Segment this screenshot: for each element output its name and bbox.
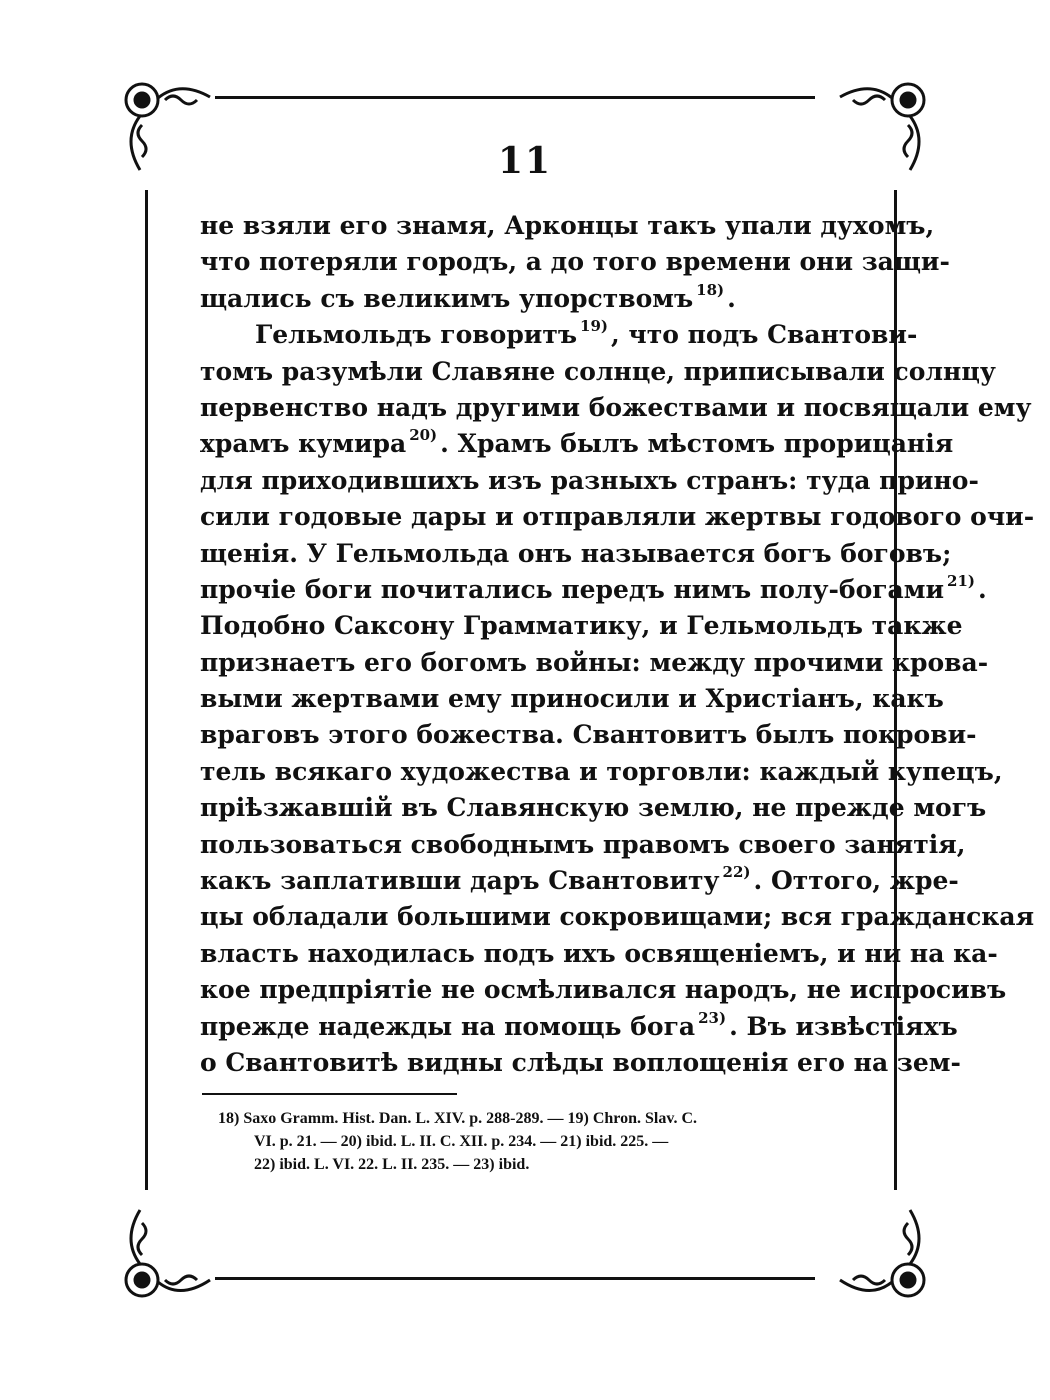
footnote-ref: 22) xyxy=(722,863,751,882)
body-text xyxy=(200,208,1035,1081)
text-line: тель всякаго художества и торговли: каждый купецъ, xyxy=(200,756,1003,786)
footnote-separator xyxy=(202,1093,457,1095)
frame-top-rule xyxy=(215,96,815,99)
corner-ornament-bottom-left xyxy=(110,1200,220,1310)
corner-ornament-bottom-right xyxy=(830,1200,940,1310)
text-line: Гельмольдъ говоритъ $^{19)}$ , что подъ Свантови- xyxy=(255,317,918,350)
text-line: для приходившихъ изъ разныхъ странъ: туда прино- xyxy=(200,465,979,495)
text-line: власть находилась подъ ихъ освященіемъ, и ни на ка- xyxy=(200,938,998,968)
text-line: томъ разумѣли Славяне солнце, приписывали солнцу xyxy=(200,356,996,386)
text-line: Подобно Саксону Грамматику, и Гельмольдъ также xyxy=(200,611,963,641)
text-line: прежде надежды на помощь бога $^{23)}$ . Въ извѣстіяхъ xyxy=(200,1008,958,1041)
text-line: пользоваться свободнымъ правомъ своего занятія, xyxy=(200,829,966,859)
footnotes xyxy=(218,1107,823,1176)
text-line: щенія. У Гельмольда онъ называется богъ боговъ; xyxy=(200,538,952,568)
footnote-ref: 21) xyxy=(947,571,976,590)
frame-bottom-rule xyxy=(215,1277,815,1280)
text-line: что потеряли городъ, а до того времени они защи- xyxy=(200,247,950,277)
text-line: враговъ этого божества. Свантовитъ былъ покрови- xyxy=(200,720,977,750)
text-line: первенство надъ другими божествами и посвящали ему xyxy=(200,392,1032,422)
text-line: щались съ великимъ упорствомъ $^{18)}$ . xyxy=(200,280,736,313)
text-line: не взяли его знамя, Арконцы такъ упали духомъ, xyxy=(200,211,935,240)
footnote-ref: 18) xyxy=(696,280,725,299)
footnote-line: VI. p. 21. — 20) ibid. L. II. C. XII. p. 234. — 21) ibid. 225. — xyxy=(254,1133,669,1150)
footnote-ref: 20) xyxy=(409,426,438,445)
text-line: кое предпріятіе не осмѣливался народъ, не испросивъ xyxy=(200,975,1007,1005)
text-line: о Свантовитѣ видны слѣды воплощенія его на зем- xyxy=(200,1047,961,1077)
footnote-ref: 23) xyxy=(698,1008,727,1027)
page-number: 11 xyxy=(497,140,553,182)
text-line: цы обладали большими сокровищами; вся гражданская xyxy=(200,902,1035,932)
footnote-ref: 19) xyxy=(580,317,609,336)
text-line: какъ заплативши даръ Свантовиту $^{22)}$ . Оттого, жре- xyxy=(200,863,959,896)
footnote-line: 22) ibid. L. VI. 22. L. II. 235. — 23) ibid. xyxy=(254,1156,530,1173)
text-line: выми жертвами ему приносили и Христіанъ, какъ xyxy=(200,684,944,714)
footnote-line: 18) Saxo Gramm. Hist. Dan. L. XIV. p. 288-289. — 19) Chron. Slav. C. xyxy=(218,1110,698,1127)
text-line: сили годовые дары и отправляли жертвы годового очи- xyxy=(200,502,1035,532)
text-line: признаетъ его богомъ войны: между прочими крова- xyxy=(200,647,989,677)
frame-left-rule xyxy=(145,190,148,1190)
text-line: пріѣзжавшій въ Славянскую землю, не прежде могъ xyxy=(200,793,987,823)
text-line: храмъ кумира $^{20)}$ . Храмъ былъ мѣстомъ прорицанія xyxy=(200,426,954,459)
text-line: прочіе боги почитались передъ нимъ полу-богами $^{21)}$ . xyxy=(200,571,987,604)
